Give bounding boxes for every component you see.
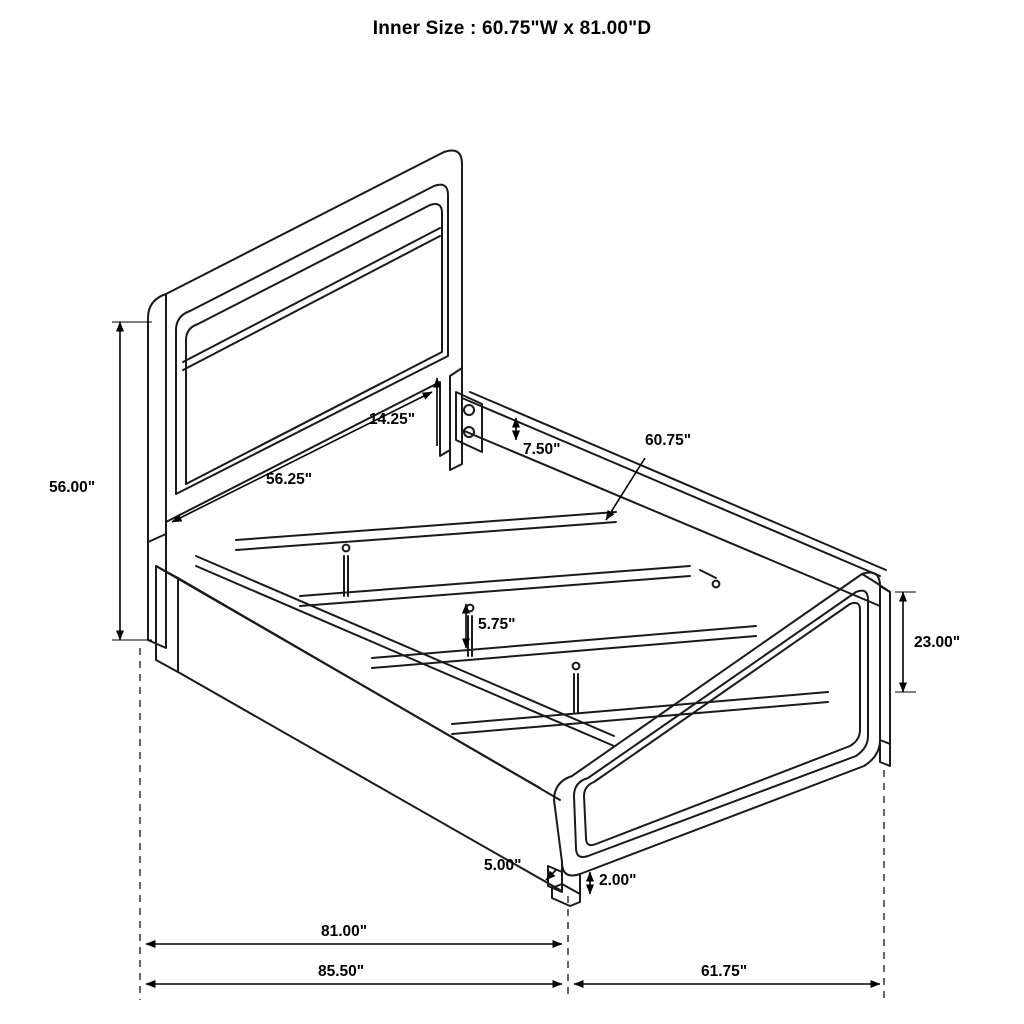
dim-label-panel-inner-width: 56.25" [266, 471, 313, 488]
page-title: Inner Size : 60.75"W x 81.00"D [372, 18, 652, 39]
dim-label-slat-thickness: 5.75" [478, 616, 516, 633]
dim-label-footboard-leg: 5.00" [484, 857, 522, 874]
dim-label-panel-inner-height: 14.25" [369, 411, 416, 428]
dim-label-overall-width: 61.75" [701, 963, 748, 980]
dim-label-inner-depth: 81.00" [321, 923, 368, 940]
dim-label-overall-length: 85.50" [318, 963, 365, 980]
dim-label-foot-base: 2.00" [599, 872, 637, 889]
dim-label-footboard-height: 23.00" [914, 634, 961, 651]
dim-label-rail-top-height: 7.50" [523, 441, 561, 458]
dim-label-headboard-height: 56.00" [49, 479, 96, 496]
dim-label-slat-width: 60.75" [645, 432, 692, 449]
